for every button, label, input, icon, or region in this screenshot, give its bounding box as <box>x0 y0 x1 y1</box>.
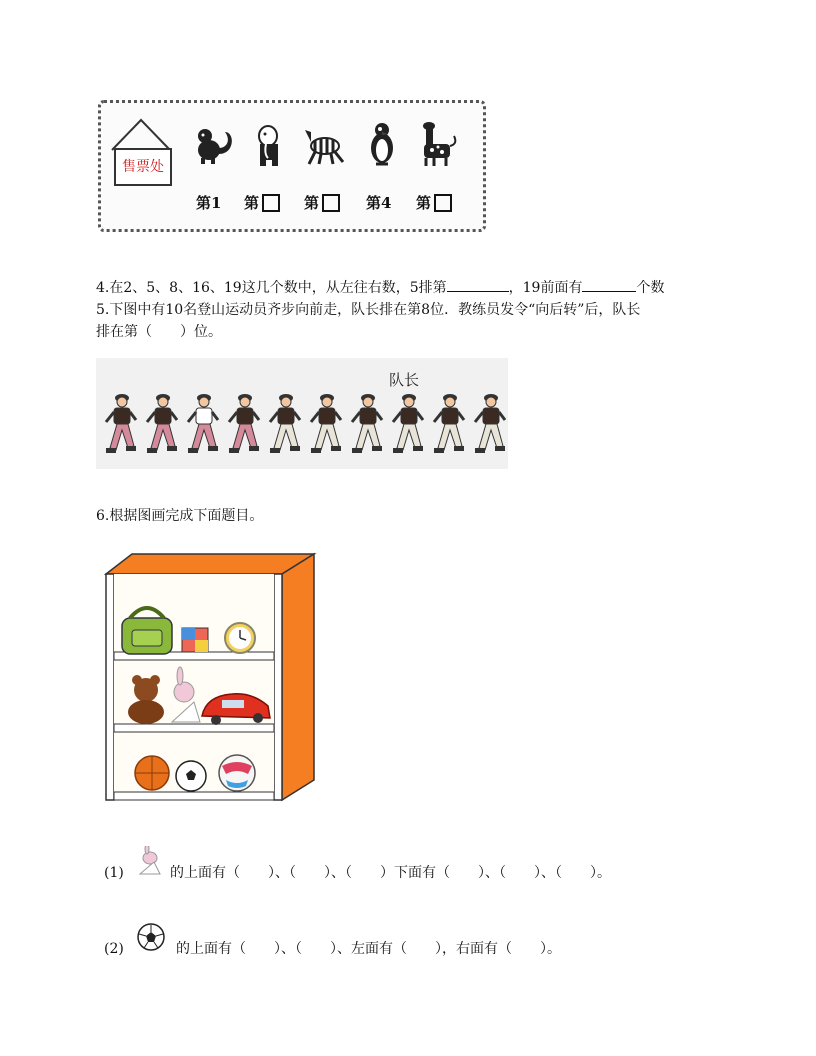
squirrel-icon <box>191 120 239 168</box>
q4-text-a: 4.在2、5、8、16、19这几个数中，从左往右数，5排第 <box>96 280 447 296</box>
hiker <box>266 390 304 460</box>
shelf-figure <box>102 552 318 802</box>
q6-sub2-text: 的上面有（ ）、（ ）、左面有（ ），右面有（ ）。 <box>176 941 561 957</box>
hiker <box>225 390 263 460</box>
q5-line-2: 排在第（ ）位。 <box>96 324 222 340</box>
leader-label: 队长 <box>389 371 420 389</box>
rank-label-1: 第1 <box>196 194 222 212</box>
question-4 <box>96 276 664 299</box>
ticket-office-figure <box>96 98 486 242</box>
shelf-board-2 <box>114 724 274 732</box>
shelf-left-post <box>106 574 114 800</box>
shelf-top <box>106 554 314 574</box>
rank-label-2: 第 <box>244 192 280 213</box>
penguin-icon <box>358 120 406 168</box>
q5-line-1: 5.下图中有10名登山运动员齐步向前走，队长排在第8位．教练员发令“向后转”后，队长 <box>96 302 641 318</box>
q4-blank-2[interactable] <box>582 276 636 292</box>
q6-sub1-number: (1) <box>104 865 124 881</box>
q6-sub2-number: (2) <box>104 941 124 957</box>
shelf-right-post <box>274 574 282 800</box>
house-roof-icon <box>110 118 172 152</box>
q6-sub1-text: 的上面有（ ）、（ ）、（ ）下面有（ ）、（ ）、（ ）。 <box>170 865 611 881</box>
q4-text-b: ，19前面有 <box>508 280 583 296</box>
hiker <box>143 390 181 460</box>
rank-label-4: 第4 <box>366 194 392 212</box>
ticket-office-box <box>114 148 172 186</box>
toy-rabbit-icon <box>136 846 164 876</box>
shelf-board-3 <box>114 792 274 800</box>
beach-ball-icon <box>219 755 255 791</box>
ticket-office-label: 售票处 <box>122 159 164 175</box>
q6-title: 6.根据图画完成下面题目。 <box>96 508 264 524</box>
answer-box[interactable] <box>434 194 452 212</box>
giraffe-icon <box>414 120 462 168</box>
alarm-clock-icon <box>225 623 255 653</box>
answer-box[interactable] <box>322 194 340 212</box>
football-icon <box>176 761 206 791</box>
football-icon <box>136 922 168 952</box>
hikers-figure <box>96 358 508 469</box>
rubiks-cube-icon <box>182 628 208 652</box>
hiker-leader <box>184 390 222 460</box>
shelf-side <box>282 554 314 800</box>
rank-label-5: 第 <box>416 192 452 213</box>
hiker <box>389 390 427 460</box>
basketball-icon <box>135 756 169 790</box>
rank-label-3: 第 <box>304 192 340 213</box>
hiker <box>307 390 345 460</box>
elephant-icon <box>246 120 294 168</box>
zebra-icon <box>301 120 349 168</box>
hiker <box>348 390 386 460</box>
hiker <box>471 390 509 460</box>
q4-blank-1[interactable] <box>447 276 509 292</box>
answer-box[interactable] <box>262 194 280 212</box>
q4-text-c: 个数 <box>636 280 665 296</box>
hiker <box>430 390 468 460</box>
hiker <box>102 390 140 460</box>
